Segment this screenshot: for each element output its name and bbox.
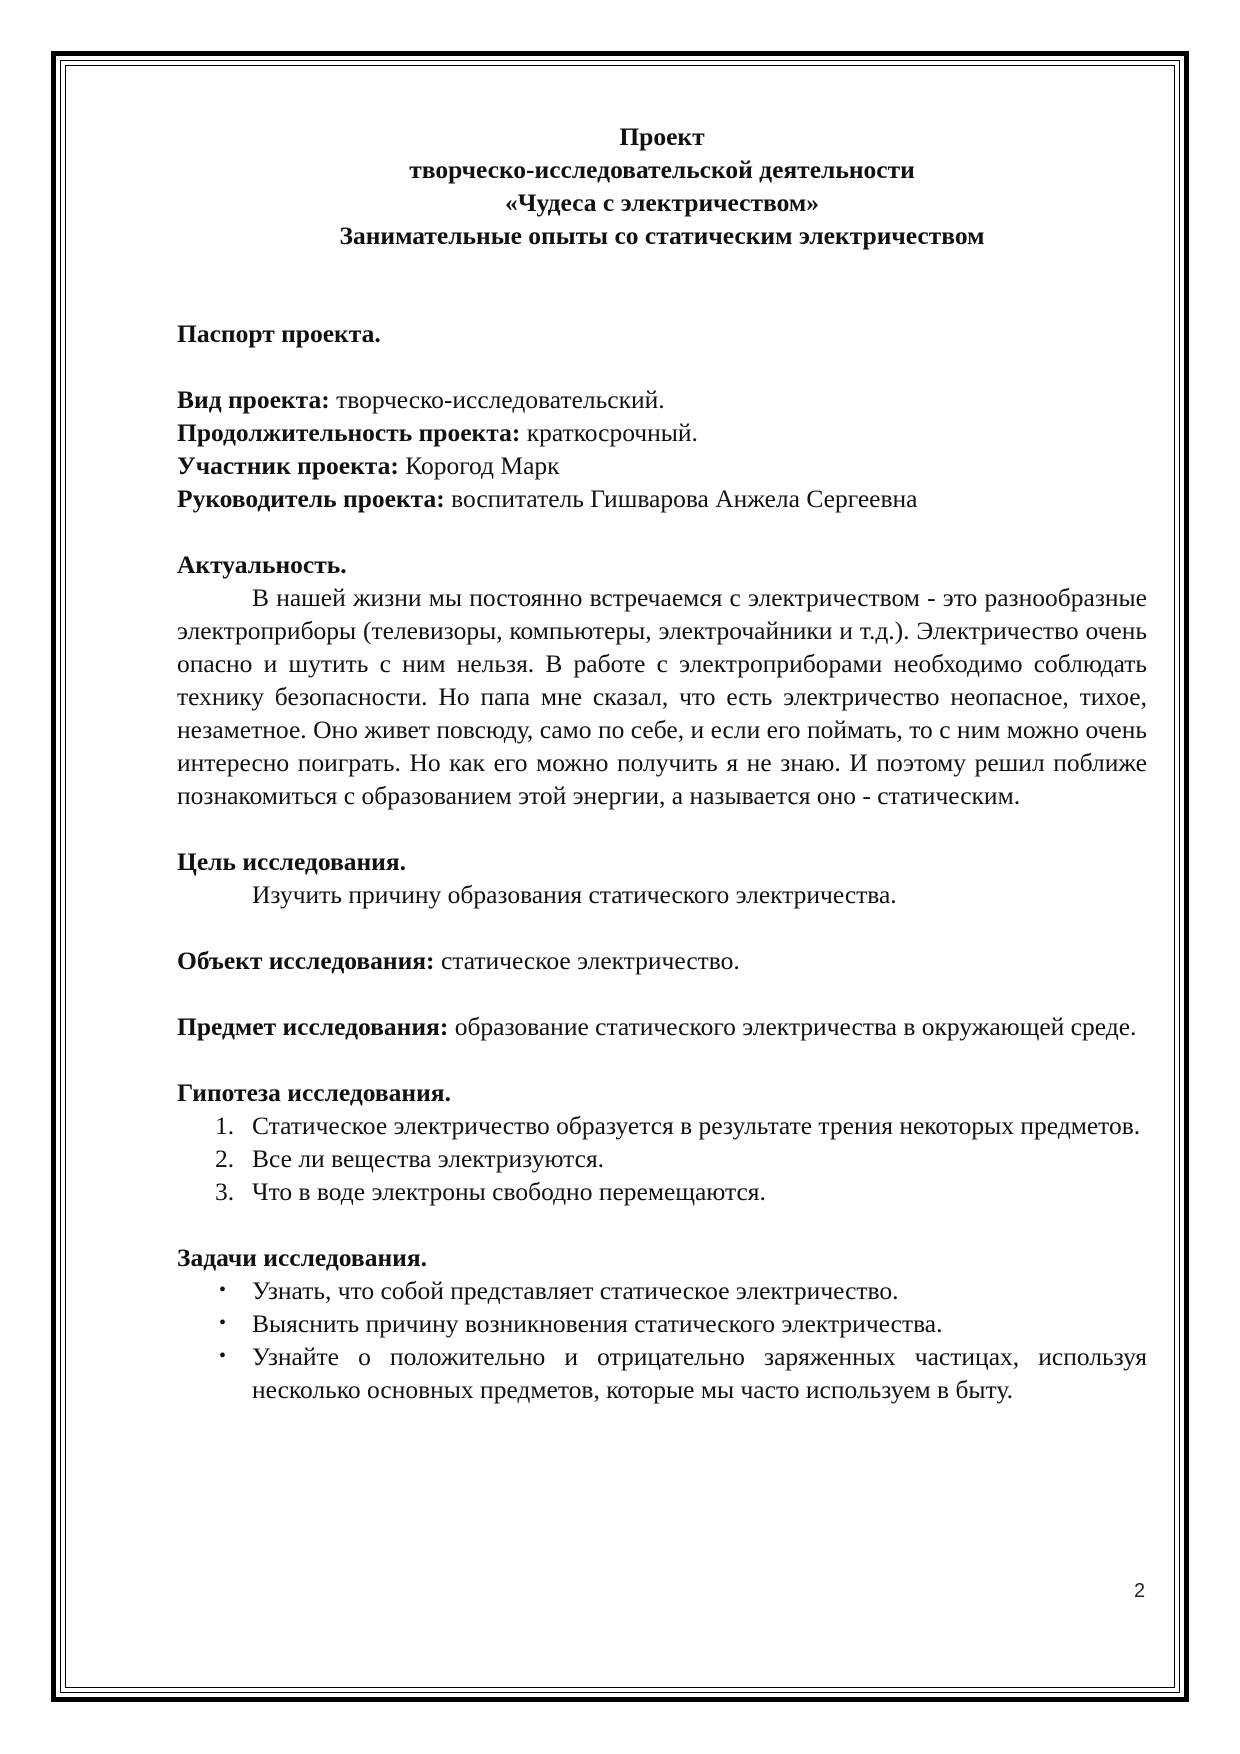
- passport-type: [177, 383, 1147, 416]
- list-item: [177, 1340, 1147, 1406]
- passport-participant-label: Участник проекта:: [177, 451, 399, 480]
- object-line: [177, 944, 1147, 977]
- passport-type-label: Вид проекта:: [177, 385, 330, 414]
- passport-duration-label: Продолжительность проекта:: [177, 418, 521, 447]
- hypothesis-heading: Гипотеза исследования.: [177, 1078, 451, 1107]
- goal-text: Изучить причину образования статического электричества.: [252, 880, 897, 909]
- bullet-icon: •: [219, 1312, 227, 1334]
- hypothesis-list: [177, 1109, 1147, 1208]
- bullet-icon: •: [219, 1279, 227, 1301]
- subject-label: Предмет исследования:: [177, 1012, 449, 1041]
- list-item-text: Статическое электричество образуется в результате трения некоторых предметов.: [252, 1111, 1141, 1140]
- list-item: [177, 1109, 1147, 1142]
- tasks-heading: Задачи исследования.: [177, 1243, 427, 1272]
- list-item: [177, 1175, 1147, 1208]
- page-number: 2: [1134, 1580, 1146, 1602]
- passport-duration: [177, 416, 1147, 449]
- list-number: 2.: [215, 1144, 235, 1173]
- list-number: 1.: [215, 1111, 235, 1140]
- passport-participant-value: Корогод Марк: [398, 451, 560, 480]
- passport-heading: Паспорт проекта.: [177, 319, 381, 348]
- relevance-heading: Актуальность.: [177, 550, 347, 579]
- title-line-4: Занимательные опыты со статическим электричеством: [339, 221, 985, 250]
- passport-type-value: творческо-исследовательский.: [329, 385, 665, 414]
- list-item-text: Все ли вещества электризуются.: [252, 1144, 605, 1173]
- relevance-text: В нашей жизни мы постоянно встречаемся с электричеством - это разнообразные электроприборы (телевизоры, компьютеры, электрочайники и т.д.). Электричество очень опасно и шутить с ним нельзя. В работе с электроприборами необходимо соблюдать технику безопасности. Но папа мне сказал, что есть электричество неопасное, тихое, незаметное. Оно живет повсюду, само по себе, и если его поймать, то с ним можно очень интересно поиграть. Но как его можно получить я не знаю. И поэтому решил поближе познакомиться с образованием этой энергии, а называется оно - статическим.: [177, 583, 1147, 810]
- document-content: [177, 120, 1147, 1406]
- title-line-1: Проект: [619, 122, 705, 151]
- list-number: 3.: [215, 1177, 235, 1206]
- list-item-text: Узнайте о положительно и отрицательно заряженных частицах, используя несколько основных предметов, которые мы часто используем в быту.: [252, 1342, 1147, 1404]
- list-item: [177, 1142, 1147, 1175]
- passport-leader-value: воспитатель Гишварова Анжела Сергеевна: [444, 484, 918, 513]
- list-item-text: Выяснить причину возникновения статического электричества.: [252, 1309, 943, 1338]
- tasks-list: [177, 1274, 1147, 1406]
- list-item-text: Узнать, что собой представляет статическое электричество.: [252, 1276, 899, 1305]
- subject-value: образование статического электричества в окружающей среде.: [448, 1012, 1137, 1041]
- goal-heading: Цель исследования.: [177, 847, 407, 876]
- passport-duration-value: краткосрочный.: [520, 418, 698, 447]
- bullet-icon: •: [219, 1345, 227, 1367]
- list-item-text: Что в воде электроны свободно перемещаются.: [252, 1177, 766, 1206]
- title-line-3: «Чудеса с электричеством»: [504, 188, 819, 217]
- passport-participant: [177, 449, 1147, 482]
- list-item: [177, 1307, 1147, 1340]
- passport-leader: [177, 482, 1147, 515]
- object-value: статическое электричество.: [434, 946, 740, 975]
- list-item: [177, 1274, 1147, 1307]
- title-line-2: творческо-исследовательской деятельности: [409, 155, 915, 184]
- object-label: Объект исследования:: [177, 946, 435, 975]
- passport-leader-label: Руководитель проекта:: [177, 484, 445, 513]
- subject-line: [177, 1010, 1147, 1043]
- document-title: [177, 120, 1147, 252]
